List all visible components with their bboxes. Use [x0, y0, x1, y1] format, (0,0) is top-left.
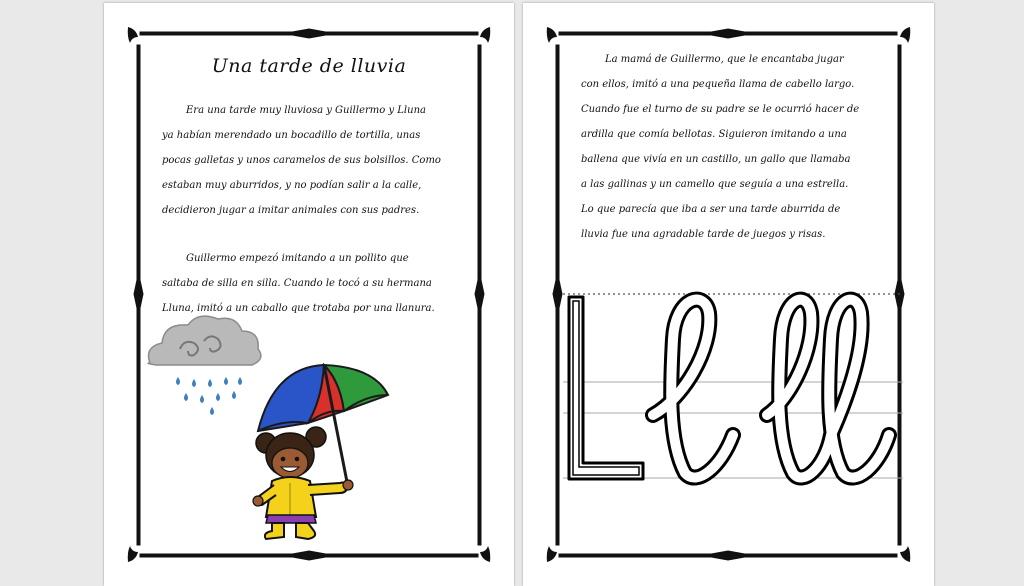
text-line: Lo que parecía que iba a ser una tarde aburrida de [581, 204, 841, 215]
right-page [523, 3, 934, 586]
text-line: ballena que vivía en un castillo, un gallo que llamaba [581, 154, 851, 165]
story-title: Una tarde de lluvia [211, 55, 407, 77]
text-line: ya habían merendado un bocadillo de tortilla, unas [162, 130, 421, 141]
text-line: lluvia fue una agradable tarde de juegos y risas. [581, 229, 826, 240]
text-line: pocas galletas y unos caramelos de sus bolsillos. Como [162, 155, 441, 166]
text-line: Cuando fue el turno de su padre se le ocurrió hacer de [581, 104, 860, 115]
paragraph-1 [162, 98, 441, 223]
paragraph-3 [581, 47, 859, 247]
girl-with-umbrella-icon [244, 359, 392, 545]
paragraph-2 [162, 246, 435, 321]
text-line: decidieron jugar a imitar animales con sus padres. [162, 205, 420, 216]
practice-letter-L [569, 297, 643, 479]
letter-practice-area [563, 289, 903, 489]
raindrop-icon [176, 377, 242, 415]
text-line: La mamá de Guillermo, que le encantaba jugar [605, 54, 844, 65]
text-line: a las gallinas y un camello que seguía a una estrella. [581, 179, 849, 190]
text-line: con ellos, imitó a una pequeña llama de cabello largo. [581, 79, 855, 90]
text-line: ardilla que comía bellotas. Siguieron imitando a una [581, 129, 847, 140]
text-line: saltaba de silla en silla. Cuando le tocó a su hermana [162, 278, 432, 289]
practice-letter-l [653, 300, 733, 478]
left-page [104, 3, 514, 586]
practice-letter-ll [767, 300, 889, 478]
text-line: Era una tarde muy lluviosa y Guillermo y Lluna [186, 105, 426, 116]
text-line: Lluna, imitó a un caballo que trotaba por una llanura. [162, 303, 435, 314]
text-line: Guillermo empezó imitando a un pollito que [186, 253, 409, 264]
text-line: estaban muy aburridos, y no podían salir a la calle, [162, 180, 422, 191]
